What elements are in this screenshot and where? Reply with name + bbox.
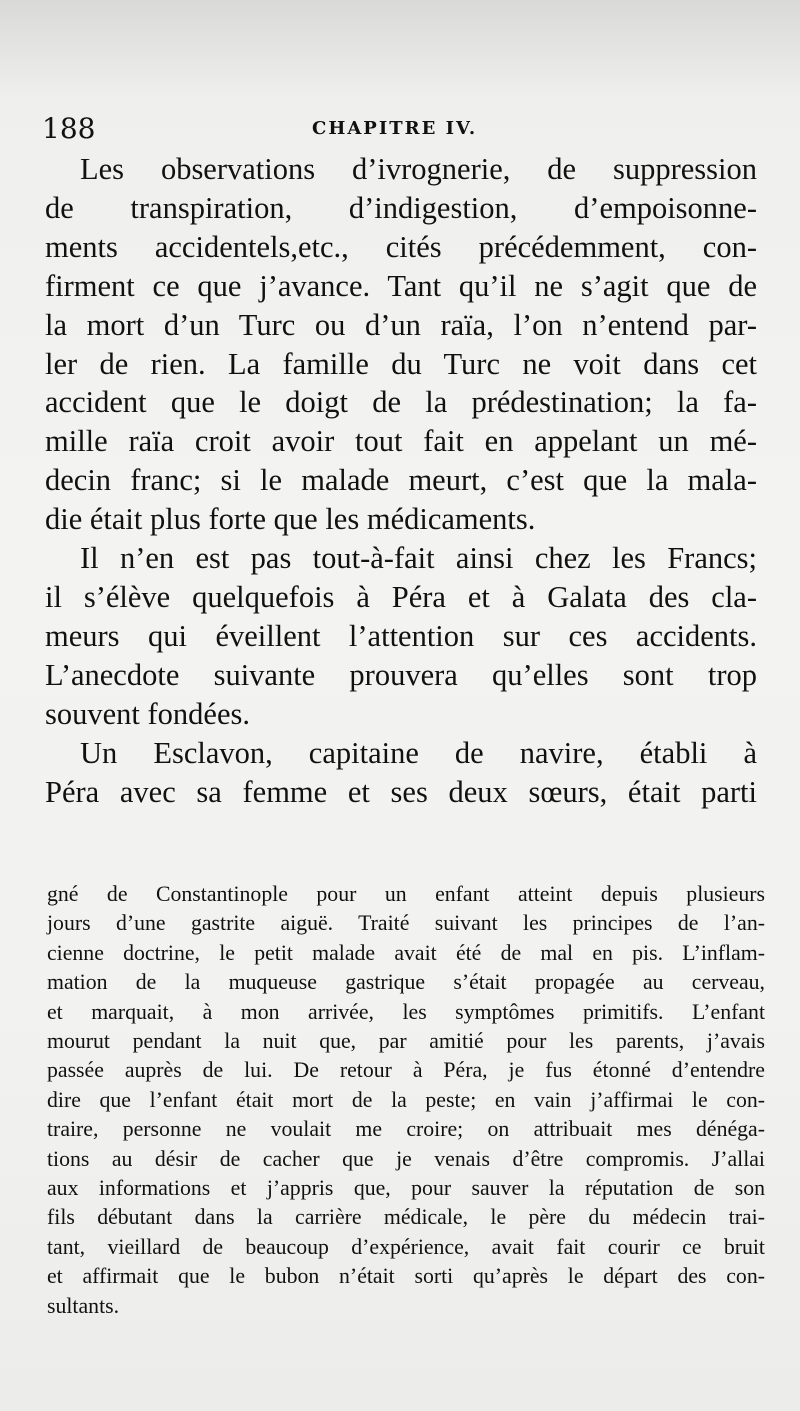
text-line: firment ce que j’avance. Tant qu’il ne s’agit que de	[45, 268, 757, 303]
text-line: Les observations d’ivrognerie, de suppression	[80, 152, 757, 186]
footnote-line: gné de Constantinople pour un enfant atteint depuis plusieurs	[47, 882, 765, 906]
text-line: souvent fondées.	[45, 696, 250, 731]
paragraph	[45, 734, 757, 812]
text-line: die était plus forte que les médicaments.	[45, 502, 536, 537]
paragraph	[45, 539, 757, 734]
footnote-line: et affirmait que le bubon n’était sorti qu’après le départ des con-	[47, 1264, 765, 1289]
text-line: Péra avec sa femme et ses deux sœurs, était parti	[45, 774, 757, 809]
footnote-line: fils débutant dans la carrière médicale, le père du médecin trai-	[47, 1205, 765, 1230]
text-line: de transpiration, d’indigestion, d’empoisonne-	[45, 190, 757, 225]
footnote-line: aux informations et j’appris que, pour sauver la réputation de son	[47, 1176, 765, 1201]
footnote-line: mation de la muqueuse gastrique s’était propagée au cerveau,	[47, 970, 765, 995]
footnote-line: cienne doctrine, le petit malade avait été de mal en pis. L’inflam-	[47, 940, 765, 965]
main-text	[45, 150, 757, 811]
chapter-title: CHAPITRE IV.	[312, 118, 478, 139]
footnote-line: dire que l’enfant était mort de la peste; en vain j’affirmai le con-	[47, 1087, 765, 1112]
footnote-line: traire, personne ne voulait me croire; on attribuait mes dénéga-	[47, 1117, 765, 1142]
running-header	[42, 112, 762, 146]
footnote-line: sultants.	[47, 1293, 120, 1318]
footnote-line: et marquait, à mon arrivée, les symptômes primitifs. L’enfant	[47, 999, 765, 1024]
footnote-line: tions au désir de cacher que je venais d’être compromis. J’allai	[47, 1146, 765, 1171]
text-line: ler de rien. La famille du Turc ne voit dans cet	[45, 346, 757, 381]
text-line: meurs qui éveillent l’attention sur ces accidents.	[45, 618, 757, 653]
footnote-line: jours d’une gastrite aiguë. Traité suivant les principes de l’an-	[47, 911, 765, 936]
text-line: ments accidentels,etc., cités précédemment, con-	[45, 229, 757, 264]
text-line: la mort d’un Turc ou d’un raïa, l’on n’entend par-	[45, 307, 757, 342]
text-line: Un Esclavon, capitaine de navire, établi à	[80, 735, 757, 770]
footnote-line: tant, vieillard de beaucoup d’expérience, avait fait courir ce bruit	[47, 1234, 765, 1259]
page-number: 188	[42, 112, 96, 145]
text-line: accident que le doigt de la prédestination; la fa-	[45, 385, 757, 420]
footnote	[47, 880, 765, 1321]
footnote-line: passée auprès de lui. De retour à Péra, je fus étonné d’entendre	[47, 1058, 765, 1083]
text-line: L’anecdote suivante prouvera qu’elles sont trop	[45, 657, 757, 692]
footnote-line: mourut pendant la nuit que, par amitié pour les parents, j’avais	[47, 1029, 765, 1054]
text-line: Il n’en est pas tout-à-fait ainsi chez les Francs;	[80, 541, 757, 576]
paragraph	[45, 150, 757, 539]
text-line: decin franc; si le malade meurt, c’est que la mala-	[45, 463, 757, 498]
text-line: mille raïa croit avoir tout fait en appelant un mé-	[45, 424, 757, 459]
text-line: il s’élève quelquefois à Péra et à Galata des cla-	[45, 579, 757, 614]
